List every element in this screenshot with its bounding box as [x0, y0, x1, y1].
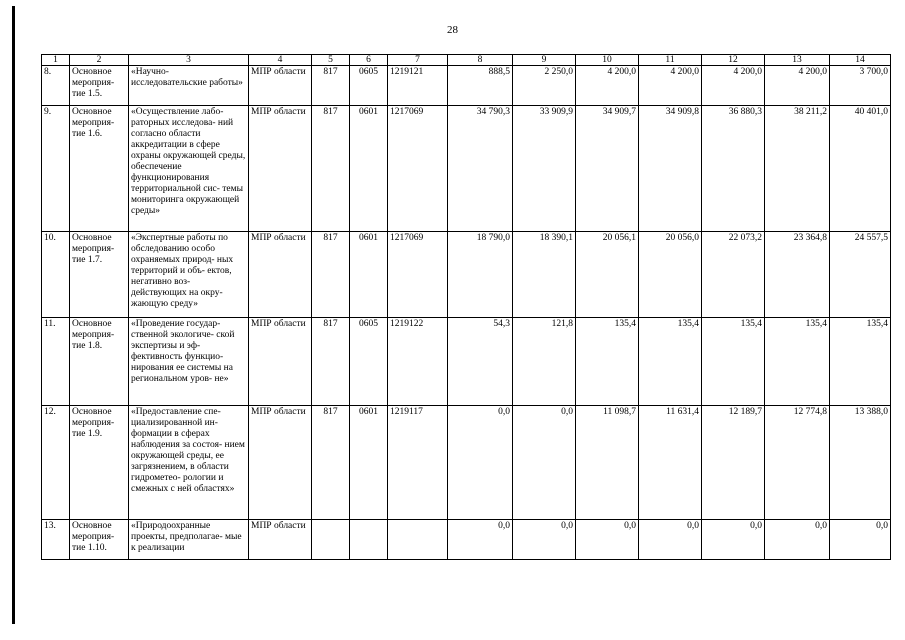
executor: МПР области: [249, 232, 312, 318]
value-col-12: 0,0: [702, 520, 765, 560]
table-row: [42, 520, 891, 560]
column-header: 4: [249, 55, 312, 66]
value-col-13: 135,4: [765, 318, 830, 406]
code-target: 1217069: [388, 232, 448, 318]
value-col-10: 20 056,1: [576, 232, 639, 318]
code-grbs: [312, 520, 350, 560]
value-col-8: 0,0: [448, 406, 513, 520]
event-name: «Предоставление спе- циализированной ин- формации в сферах наблюдения за состоя- нием окружающей среды, ее загрязнением, в области гидрометео- рологии и смежных с ней областях»: [129, 406, 249, 520]
event-label: Основное мероприя- тие 1.8.: [70, 318, 129, 406]
code-section: 0605: [350, 318, 388, 406]
column-header: 3: [129, 55, 249, 66]
event-label: Основное мероприя- тие 1.6.: [70, 106, 129, 232]
row-number: 13.: [42, 520, 70, 560]
table-row: [42, 318, 891, 406]
table-row: [42, 232, 891, 318]
value-col-14: 3 700,0: [830, 66, 891, 106]
value-col-12: 22 073,2: [702, 232, 765, 318]
value-col-13: 23 364,8: [765, 232, 830, 318]
code-grbs: 817: [312, 318, 350, 406]
column-header: 2: [70, 55, 129, 66]
code-section: 0605: [350, 66, 388, 106]
code-section: 0601: [350, 406, 388, 520]
event-name: «Научно- исследовательские работы»: [129, 66, 249, 106]
value-col-11: 34 909,8: [639, 106, 702, 232]
value-col-11: 4 200,0: [639, 66, 702, 106]
executor: МПР области: [249, 106, 312, 232]
event-label: Основное мероприя- тие 1.9.: [70, 406, 129, 520]
value-col-14: 0,0: [830, 520, 891, 560]
event-name: «Проведение государ- ственной экологиче- ской экспертизы и эф- фективность функцио- нирования ее системы на региональном уров- не»: [129, 318, 249, 406]
event-label: Основное мероприя- тие 1.5.: [70, 66, 129, 106]
row-number: 11.: [42, 318, 70, 406]
code-target: 1219122: [388, 318, 448, 406]
value-col-10: 4 200,0: [576, 66, 639, 106]
executor: МПР области: [249, 66, 312, 106]
event-name: «Экспертные работы по обследованию особо охраняемых природ- ных территорий и объ- ектов, негативно воз- действующих на окру- жающую среду»: [129, 232, 249, 318]
event-name: «Осуществление лабо- раторных исследова- ний согласно области аккредитации в сфере охраны окружающей среды, обеспечение функционирования территориальной сис- темы мониторинга окружающей среды»: [129, 106, 249, 232]
event-name: «Природоохранные проекты, предполагае- мые к реализации: [129, 520, 249, 560]
code-grbs: 817: [312, 66, 350, 106]
column-header: 14: [830, 55, 891, 66]
column-header: 5: [312, 55, 350, 66]
value-col-10: 135,4: [576, 318, 639, 406]
column-header: 7: [388, 55, 448, 66]
executor: МПР области: [249, 318, 312, 406]
executor: МПР области: [249, 406, 312, 520]
row-number: 10.: [42, 232, 70, 318]
code-target: 1217069: [388, 106, 448, 232]
table-row: [42, 106, 891, 232]
code-section: 0601: [350, 232, 388, 318]
value-col-10: 11 098,7: [576, 406, 639, 520]
row-number: 9.: [42, 106, 70, 232]
value-col-9: 2 250,0: [513, 66, 576, 106]
row-number: 8.: [42, 66, 70, 106]
value-col-14: 24 557,5: [830, 232, 891, 318]
value-col-8: 18 790,0: [448, 232, 513, 318]
value-col-9: 121,8: [513, 318, 576, 406]
value-col-13: 0,0: [765, 520, 830, 560]
value-col-8: 888,5: [448, 66, 513, 106]
event-label: Основное мероприя- тие 1.7.: [70, 232, 129, 318]
column-header: 1: [42, 55, 70, 66]
value-col-9: 0,0: [513, 406, 576, 520]
code-grbs: 817: [312, 232, 350, 318]
column-header: 13: [765, 55, 830, 66]
column-header: 8: [448, 55, 513, 66]
column-header: 11: [639, 55, 702, 66]
page-number: 28: [447, 24, 458, 36]
table-row: [42, 406, 891, 520]
value-col-9: 0,0: [513, 520, 576, 560]
code-section: [350, 520, 388, 560]
code-target: 1219117: [388, 406, 448, 520]
code-grbs: 817: [312, 406, 350, 520]
code-grbs: 817: [312, 106, 350, 232]
header-row: [42, 55, 891, 66]
value-col-8: 54,3: [448, 318, 513, 406]
value-col-11: 11 631,4: [639, 406, 702, 520]
value-col-11: 135,4: [639, 318, 702, 406]
value-col-9: 18 390,1: [513, 232, 576, 318]
value-col-13: 38 211,2: [765, 106, 830, 232]
value-col-12: 135,4: [702, 318, 765, 406]
value-col-12: 4 200,0: [702, 66, 765, 106]
value-col-14: 13 388,0: [830, 406, 891, 520]
column-header: 6: [350, 55, 388, 66]
value-col-8: 0,0: [448, 520, 513, 560]
value-col-10: 0,0: [576, 520, 639, 560]
value-col-13: 12 774,8: [765, 406, 830, 520]
value-col-10: 34 909,7: [576, 106, 639, 232]
value-col-8: 34 790,3: [448, 106, 513, 232]
column-header: 9: [513, 55, 576, 66]
value-col-12: 36 880,3: [702, 106, 765, 232]
row-number: 12.: [42, 406, 70, 520]
value-col-13: 4 200,0: [765, 66, 830, 106]
budget-table: [41, 54, 891, 560]
left-margin-rule: [12, 6, 15, 624]
code-target: 1219121: [388, 66, 448, 106]
value-col-11: 20 056,0: [639, 232, 702, 318]
value-col-12: 12 189,7: [702, 406, 765, 520]
table-row: [42, 66, 891, 106]
value-col-11: 0,0: [639, 520, 702, 560]
value-col-9: 33 909,9: [513, 106, 576, 232]
code-target: [388, 520, 448, 560]
code-section: 0601: [350, 106, 388, 232]
column-header: 10: [576, 55, 639, 66]
column-header: 12: [702, 55, 765, 66]
event-label: Основное мероприя- тие 1.10.: [70, 520, 129, 560]
value-col-14: 135,4: [830, 318, 891, 406]
executor: МПР области: [249, 520, 312, 560]
value-col-14: 40 401,0: [830, 106, 891, 232]
